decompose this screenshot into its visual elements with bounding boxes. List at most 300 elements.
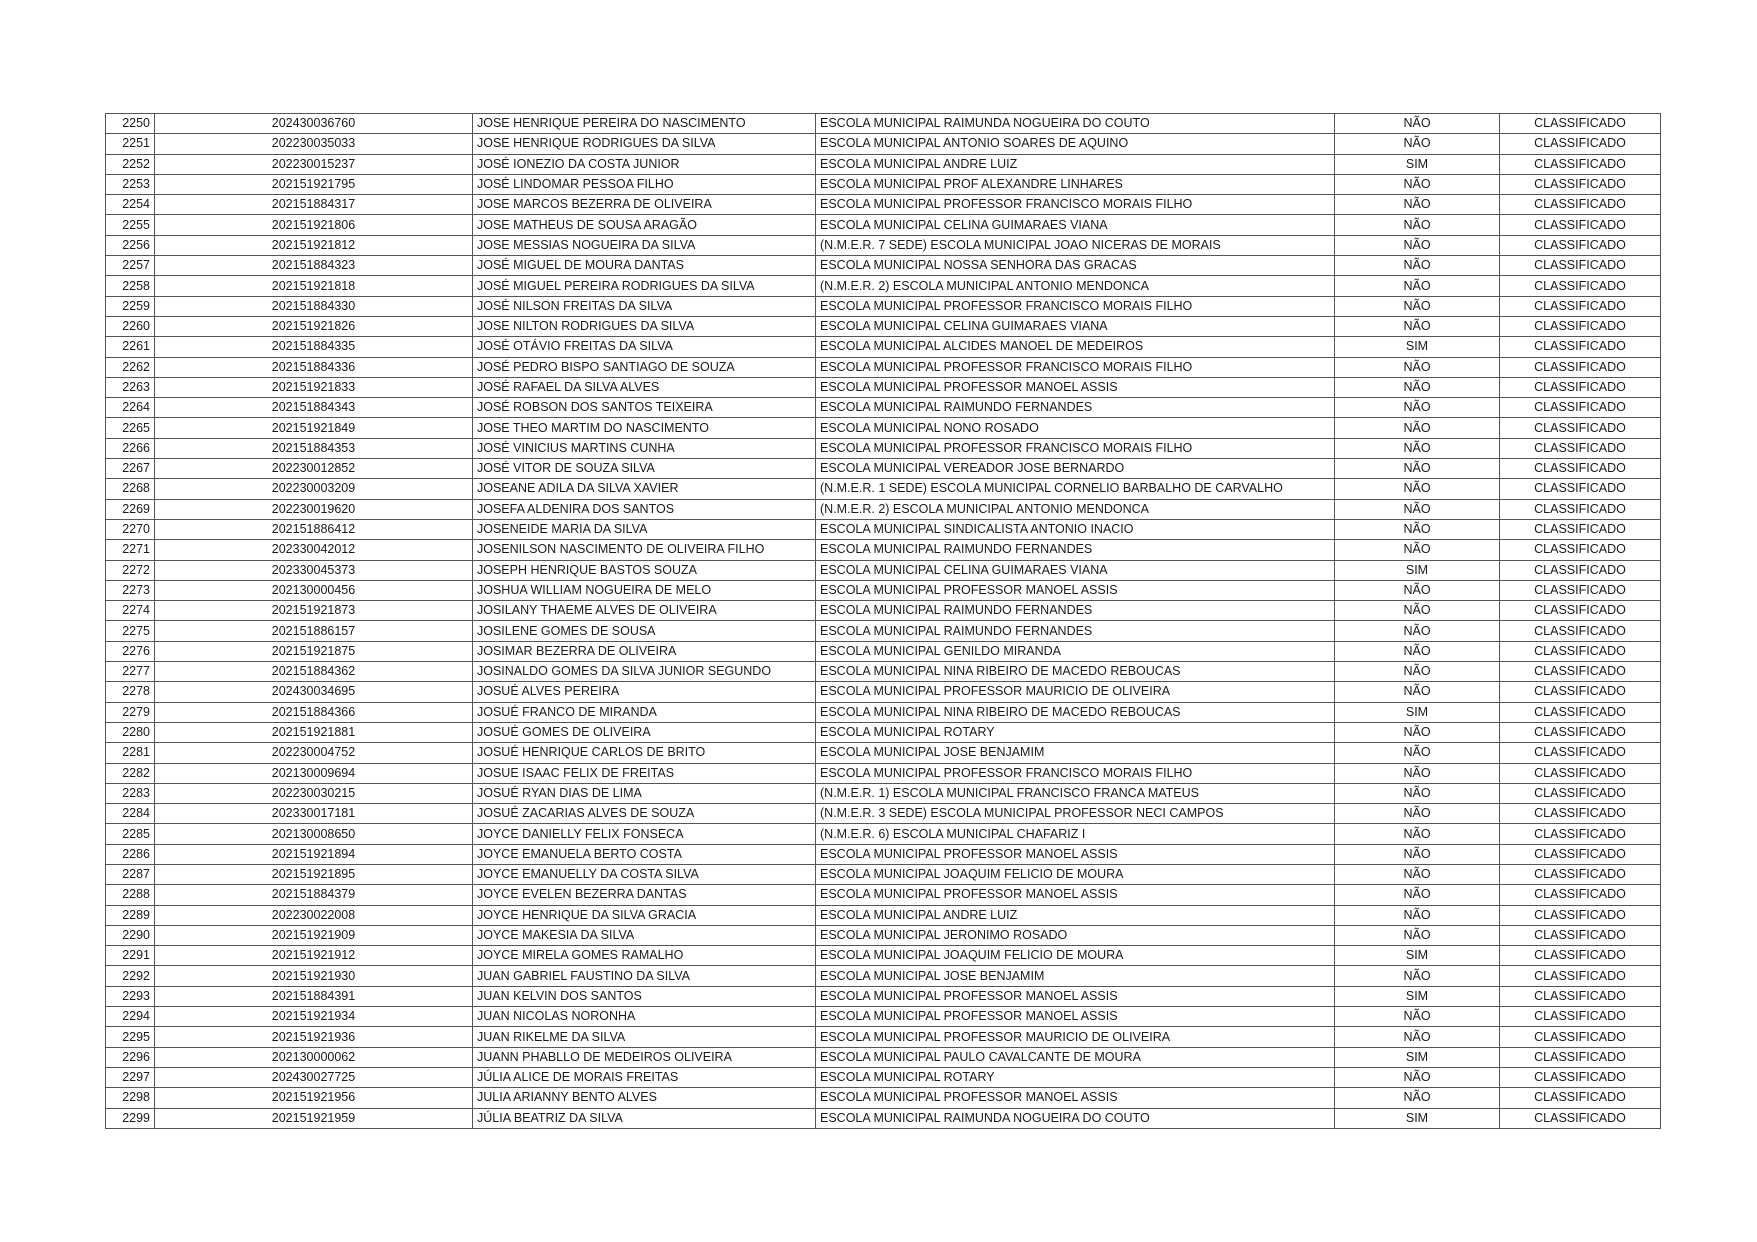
student-name: JOSÉ ROBSON DOS SANTOS TEIXEIRA <box>473 398 816 418</box>
student-name: JOSUÉ ALVES PEREIRA <box>473 682 816 702</box>
registration-number: 202151921849 <box>155 418 473 438</box>
flag-value: NÃO <box>1335 864 1500 884</box>
row-number: 2294 <box>106 1007 155 1027</box>
flag-value: NÃO <box>1335 621 1500 641</box>
registration-number: 202151921912 <box>155 946 473 966</box>
school-name: (N.M.E.R. 1 SEDE) ESCOLA MUNICIPAL CORNELIO BARBALHO DE CARVALHO <box>816 479 1335 499</box>
registration-number: 202151884336 <box>155 357 473 377</box>
table-row <box>106 743 1661 763</box>
row-number: 2271 <box>106 540 155 560</box>
student-name: JOSUÉ GOMES DE OLIVEIRA <box>473 722 816 742</box>
row-number: 2268 <box>106 479 155 499</box>
table-row <box>106 134 1661 154</box>
table-row <box>106 519 1661 539</box>
row-number: 2278 <box>106 682 155 702</box>
student-name: JOYCE DANIELLY FELIX FONSECA <box>473 824 816 844</box>
table-row <box>106 1007 1661 1027</box>
row-number: 2253 <box>106 174 155 194</box>
status-value: CLASSIFICADO <box>1500 966 1661 986</box>
registration-number: 202151921881 <box>155 722 473 742</box>
status-value: CLASSIFICADO <box>1500 357 1661 377</box>
table-row <box>106 154 1661 174</box>
student-name: JOSHUA WILLIAM NOGUEIRA DE MELO <box>473 580 816 600</box>
registration-number: 202151921795 <box>155 174 473 194</box>
flag-value: NÃO <box>1335 357 1500 377</box>
status-value: CLASSIFICADO <box>1500 905 1661 925</box>
registration-number: 202151921826 <box>155 316 473 336</box>
registration-number: 202230003209 <box>155 479 473 499</box>
school-name: ESCOLA MUNICIPAL ANDRE LUIZ <box>816 905 1335 925</box>
student-name: JOSÉ NILSON FREITAS DA SILVA <box>473 296 816 316</box>
school-name: (N.M.E.R. 2) ESCOLA MUNICIPAL ANTONIO MENDONCA <box>816 276 1335 296</box>
school-name: ESCOLA MUNICIPAL RAIMUNDA NOGUEIRA DO COUTO <box>816 1108 1335 1128</box>
flag-value: NÃO <box>1335 377 1500 397</box>
row-number: 2269 <box>106 499 155 519</box>
status-value: CLASSIFICADO <box>1500 641 1661 661</box>
registration-number: 202151884317 <box>155 195 473 215</box>
row-number: 2281 <box>106 743 155 763</box>
student-name: JULIA ARIANNY BENTO ALVES <box>473 1088 816 1108</box>
school-name: ESCOLA MUNICIPAL CELINA GUIMARAES VIANA <box>816 215 1335 235</box>
registration-number: 202151884391 <box>155 986 473 1006</box>
row-number: 2262 <box>106 357 155 377</box>
status-value: CLASSIFICADO <box>1500 682 1661 702</box>
flag-value: NÃO <box>1335 1088 1500 1108</box>
status-value: CLASSIFICADO <box>1500 195 1661 215</box>
student-name: JOSE MATHEUS DE SOUSA ARAGÃO <box>473 215 816 235</box>
school-name: ESCOLA MUNICIPAL PAULO CAVALCANTE DE MOURA <box>816 1047 1335 1067</box>
student-name: JOSEPH HENRIQUE BASTOS SOUZA <box>473 560 816 580</box>
registration-number: 202151921934 <box>155 1007 473 1027</box>
registration-number: 202151884323 <box>155 256 473 276</box>
status-value: CLASSIFICADO <box>1500 418 1661 438</box>
flag-value: NÃO <box>1335 722 1500 742</box>
row-number: 2256 <box>106 235 155 255</box>
flag-value: NÃO <box>1335 1027 1500 1047</box>
school-name: ESCOLA MUNICIPAL ALCIDES MANOEL DE MEDEIROS <box>816 337 1335 357</box>
flag-value: NÃO <box>1335 763 1500 783</box>
row-number: 2274 <box>106 601 155 621</box>
school-name: ESCOLA MUNICIPAL PROFESSOR FRANCISCO MORAIS FILHO <box>816 438 1335 458</box>
student-name: JOSEFA ALDENIRA DOS SANTOS <box>473 499 816 519</box>
registration-number: 202151921930 <box>155 966 473 986</box>
registration-number: 202130009694 <box>155 763 473 783</box>
status-value: CLASSIFICADO <box>1500 1027 1661 1047</box>
row-number: 2277 <box>106 662 155 682</box>
school-name: ESCOLA MUNICIPAL CELINA GUIMARAES VIANA <box>816 560 1335 580</box>
row-number: 2288 <box>106 885 155 905</box>
flag-value: SIM <box>1335 702 1500 722</box>
school-name: ESCOLA MUNICIPAL PROFESSOR MANOEL ASSIS <box>816 844 1335 864</box>
registration-number: 202151921873 <box>155 601 473 621</box>
table-row <box>106 804 1661 824</box>
flag-value: NÃO <box>1335 316 1500 336</box>
student-name: JOSUÉ FRANCO DE MIRANDA <box>473 702 816 722</box>
row-number: 2270 <box>106 519 155 539</box>
registration-number: 202151886412 <box>155 519 473 539</box>
registration-number: 202151921806 <box>155 215 473 235</box>
student-name: JOSILENE GOMES DE SOUSA <box>473 621 816 641</box>
registration-number: 202151921818 <box>155 276 473 296</box>
status-value: CLASSIFICADO <box>1500 296 1661 316</box>
student-name: JUANN PHABLLO DE MEDEIROS OLIVEIRA <box>473 1047 816 1067</box>
student-name: JOYCE EVELEN BEZERRA DANTAS <box>473 885 816 905</box>
student-name: JOSENEIDE MARIA DA SILVA <box>473 519 816 539</box>
table-row <box>106 357 1661 377</box>
student-name: JOYCE MIRELA GOMES RAMALHO <box>473 946 816 966</box>
table-row <box>106 1027 1661 1047</box>
status-value: CLASSIFICADO <box>1500 337 1661 357</box>
flag-value: SIM <box>1335 946 1500 966</box>
table-row <box>106 662 1661 682</box>
table-row <box>106 682 1661 702</box>
registration-number: 202230035033 <box>155 134 473 154</box>
row-number: 2296 <box>106 1047 155 1067</box>
row-number: 2276 <box>106 641 155 661</box>
row-number: 2286 <box>106 844 155 864</box>
status-value: CLASSIFICADO <box>1500 438 1661 458</box>
flag-value: SIM <box>1335 560 1500 580</box>
status-value: CLASSIFICADO <box>1500 560 1661 580</box>
school-name: ESCOLA MUNICIPAL JERONIMO ROSADO <box>816 925 1335 945</box>
table-row <box>106 864 1661 884</box>
row-number: 2267 <box>106 459 155 479</box>
flag-value: SIM <box>1335 337 1500 357</box>
table-row <box>106 195 1661 215</box>
status-value: CLASSIFICADO <box>1500 215 1661 235</box>
row-number: 2266 <box>106 438 155 458</box>
status-value: CLASSIFICADO <box>1500 1007 1661 1027</box>
school-name: ESCOLA MUNICIPAL GENILDO MIRANDA <box>816 641 1335 661</box>
table-row <box>106 905 1661 925</box>
table-row <box>106 763 1661 783</box>
school-name: ESCOLA MUNICIPAL ROTARY <box>816 1067 1335 1087</box>
registration-number: 202230022008 <box>155 905 473 925</box>
status-value: CLASSIFICADO <box>1500 256 1661 276</box>
status-value: CLASSIFICADO <box>1500 601 1661 621</box>
student-name: JOYCE EMANUELLY DA COSTA SILVA <box>473 864 816 884</box>
student-name: JOSENILSON NASCIMENTO DE OLIVEIRA FILHO <box>473 540 816 560</box>
status-value: CLASSIFICADO <box>1500 114 1661 134</box>
document-page <box>105 113 1660 1129</box>
row-number: 2254 <box>106 195 155 215</box>
flag-value: NÃO <box>1335 925 1500 945</box>
table-row <box>106 580 1661 600</box>
status-value: CLASSIFICADO <box>1500 580 1661 600</box>
flag-value: SIM <box>1335 154 1500 174</box>
table-row <box>106 783 1661 803</box>
row-number: 2265 <box>106 418 155 438</box>
registration-number: 202151886157 <box>155 621 473 641</box>
row-number: 2293 <box>106 986 155 1006</box>
student-name: JOSÉ VITOR DE SOUZA SILVA <box>473 459 816 479</box>
table-row <box>106 824 1661 844</box>
row-number: 2289 <box>106 905 155 925</box>
row-number: 2297 <box>106 1067 155 1087</box>
registration-number: 202130008650 <box>155 824 473 844</box>
table-row <box>106 235 1661 255</box>
school-name: ESCOLA MUNICIPAL NINA RIBEIRO DE MACEDO REBOUCAS <box>816 662 1335 682</box>
table-row <box>106 256 1661 276</box>
school-name: ESCOLA MUNICIPAL VEREADOR JOSE BERNARDO <box>816 459 1335 479</box>
registration-number: 202230030215 <box>155 783 473 803</box>
row-number: 2258 <box>106 276 155 296</box>
school-name: (N.M.E.R. 3 SEDE) ESCOLA MUNICIPAL PROFESSOR NECI CAMPOS <box>816 804 1335 824</box>
status-value: CLASSIFICADO <box>1500 804 1661 824</box>
flag-value: NÃO <box>1335 885 1500 905</box>
table-row <box>106 702 1661 722</box>
status-value: CLASSIFICADO <box>1500 885 1661 905</box>
student-name: JOYCE MAKESIA DA SILVA <box>473 925 816 945</box>
flag-value: NÃO <box>1335 641 1500 661</box>
row-number: 2285 <box>106 824 155 844</box>
registration-number: 202151921959 <box>155 1108 473 1128</box>
table-row <box>106 438 1661 458</box>
status-value: CLASSIFICADO <box>1500 743 1661 763</box>
student-name: JOYCE HENRIQUE DA SILVA GRACIA <box>473 905 816 925</box>
flag-value: NÃO <box>1335 195 1500 215</box>
flag-value: NÃO <box>1335 540 1500 560</box>
table-row <box>106 418 1661 438</box>
row-number: 2275 <box>106 621 155 641</box>
registration-number: 202151921936 <box>155 1027 473 1047</box>
status-value: CLASSIFICADO <box>1500 864 1661 884</box>
registration-number: 202151884353 <box>155 438 473 458</box>
school-name: ESCOLA MUNICIPAL JOAQUIM FELICIO DE MOURA <box>816 864 1335 884</box>
school-name: ESCOLA MUNICIPAL JOAQUIM FELICIO DE MOURA <box>816 946 1335 966</box>
school-name: ESCOLA MUNICIPAL PROFESSOR FRANCISCO MORAIS FILHO <box>816 195 1335 215</box>
flag-value: SIM <box>1335 1047 1500 1067</box>
status-value: CLASSIFICADO <box>1500 1067 1661 1087</box>
table-row <box>106 479 1661 499</box>
flag-value: NÃO <box>1335 398 1500 418</box>
table-row <box>106 621 1661 641</box>
row-number: 2299 <box>106 1108 155 1128</box>
status-value: CLASSIFICADO <box>1500 925 1661 945</box>
row-number: 2251 <box>106 134 155 154</box>
row-number: 2279 <box>106 702 155 722</box>
table-row <box>106 114 1661 134</box>
table-row <box>106 844 1661 864</box>
table-row <box>106 1108 1661 1128</box>
row-number: 2257 <box>106 256 155 276</box>
student-name: JOSÉ RAFAEL DA SILVA ALVES <box>473 377 816 397</box>
table-row <box>106 459 1661 479</box>
flag-value: NÃO <box>1335 682 1500 702</box>
school-name: ESCOLA MUNICIPAL NINA RIBEIRO DE MACEDO REBOUCAS <box>816 702 1335 722</box>
row-number: 2295 <box>106 1027 155 1047</box>
status-value: CLASSIFICADO <box>1500 154 1661 174</box>
flag-value: NÃO <box>1335 459 1500 479</box>
registration-number: 202230004752 <box>155 743 473 763</box>
registration-number: 202151921833 <box>155 377 473 397</box>
flag-value: NÃO <box>1335 824 1500 844</box>
results-table-body <box>106 114 1661 1129</box>
flag-value: NÃO <box>1335 743 1500 763</box>
table-row <box>106 540 1661 560</box>
flag-value: NÃO <box>1335 134 1500 154</box>
table-row <box>106 722 1661 742</box>
school-name: ESCOLA MUNICIPAL RAIMUNDA NOGUEIRA DO COUTO <box>816 114 1335 134</box>
flag-value: NÃO <box>1335 418 1500 438</box>
student-name: JOSE NILTON RODRIGUES DA SILVA <box>473 316 816 336</box>
registration-number: 202151921812 <box>155 235 473 255</box>
row-number: 2282 <box>106 763 155 783</box>
flag-value: SIM <box>1335 986 1500 1006</box>
status-value: CLASSIFICADO <box>1500 174 1661 194</box>
flag-value: NÃO <box>1335 1067 1500 1087</box>
table-row <box>106 925 1661 945</box>
registration-number: 202151884335 <box>155 337 473 357</box>
table-row <box>106 215 1661 235</box>
status-value: CLASSIFICADO <box>1500 722 1661 742</box>
flag-value: NÃO <box>1335 519 1500 539</box>
school-name: (N.M.E.R. 1) ESCOLA MUNICIPAL FRANCISCO FRANCA MATEUS <box>816 783 1335 803</box>
student-name: JUAN RIKELME DA SILVA <box>473 1027 816 1047</box>
registration-number: 202230015237 <box>155 154 473 174</box>
table-row <box>106 337 1661 357</box>
status-value: CLASSIFICADO <box>1500 540 1661 560</box>
school-name: ESCOLA MUNICIPAL RAIMUNDO FERNANDES <box>816 601 1335 621</box>
school-name: ESCOLA MUNICIPAL PROFESSOR MANOEL ASSIS <box>816 1088 1335 1108</box>
row-number: 2261 <box>106 337 155 357</box>
registration-number: 202151921894 <box>155 844 473 864</box>
status-value: CLASSIFICADO <box>1500 235 1661 255</box>
registration-number: 202151921909 <box>155 925 473 945</box>
student-name: JOSIMAR BEZERRA DE OLIVEIRA <box>473 641 816 661</box>
school-name: ESCOLA MUNICIPAL JOSE BENJAMIM <box>816 743 1335 763</box>
status-value: CLASSIFICADO <box>1500 702 1661 722</box>
flag-value: NÃO <box>1335 174 1500 194</box>
school-name: (N.M.E.R. 6) ESCOLA MUNICIPAL CHAFARIZ I <box>816 824 1335 844</box>
flag-value: NÃO <box>1335 114 1500 134</box>
student-name: JOSÉ VINICIUS MARTINS CUNHA <box>473 438 816 458</box>
registration-number: 202130000456 <box>155 580 473 600</box>
school-name: ESCOLA MUNICIPAL PROFESSOR FRANCISCO MORAIS FILHO <box>816 357 1335 377</box>
status-value: CLASSIFICADO <box>1500 946 1661 966</box>
status-value: CLASSIFICADO <box>1500 459 1661 479</box>
registration-number: 202151884379 <box>155 885 473 905</box>
registration-number: 202151884366 <box>155 702 473 722</box>
row-number: 2264 <box>106 398 155 418</box>
flag-value: NÃO <box>1335 844 1500 864</box>
school-name: ESCOLA MUNICIPAL PROFESSOR FRANCISCO MORAIS FILHO <box>816 763 1335 783</box>
student-name: JUAN KELVIN DOS SANTOS <box>473 986 816 1006</box>
flag-value: NÃO <box>1335 905 1500 925</box>
school-name: ESCOLA MUNICIPAL SINDICALISTA ANTONIO INACIO <box>816 519 1335 539</box>
flag-value: NÃO <box>1335 235 1500 255</box>
student-name: JÚLIA ALICE DE MORAIS FREITAS <box>473 1067 816 1087</box>
flag-value: NÃO <box>1335 479 1500 499</box>
row-number: 2284 <box>106 804 155 824</box>
row-number: 2290 <box>106 925 155 945</box>
school-name: (N.M.E.R. 7 SEDE) ESCOLA MUNICIPAL JOAO NICERAS DE MORAIS <box>816 235 1335 255</box>
row-number: 2252 <box>106 154 155 174</box>
row-number: 2291 <box>106 946 155 966</box>
status-value: CLASSIFICADO <box>1500 844 1661 864</box>
flag-value: NÃO <box>1335 276 1500 296</box>
flag-value: NÃO <box>1335 601 1500 621</box>
registration-number: 202330042012 <box>155 540 473 560</box>
student-name: JOSUÉ RYAN DIAS DE LIMA <box>473 783 816 803</box>
student-name: JUAN GABRIEL FAUSTINO DA SILVA <box>473 966 816 986</box>
status-value: CLASSIFICADO <box>1500 824 1661 844</box>
school-name: ESCOLA MUNICIPAL RAIMUNDO FERNANDES <box>816 621 1335 641</box>
student-name: JOSÉ MIGUEL PEREIRA RODRIGUES DA SILVA <box>473 276 816 296</box>
row-number: 2287 <box>106 864 155 884</box>
registration-number: 202430036760 <box>155 114 473 134</box>
table-row <box>106 601 1661 621</box>
school-name: (N.M.E.R. 2) ESCOLA MUNICIPAL ANTONIO MENDONCA <box>816 499 1335 519</box>
school-name: ESCOLA MUNICIPAL PROFESSOR MANOEL ASSIS <box>816 1007 1335 1027</box>
student-name: JOSÉ IONEZIO DA COSTA JUNIOR <box>473 154 816 174</box>
table-row <box>106 986 1661 1006</box>
student-name: JOSÉ LINDOMAR PESSOA FILHO <box>473 174 816 194</box>
school-name: ESCOLA MUNICIPAL PROFESSOR MAURICIO DE OLIVEIRA <box>816 682 1335 702</box>
status-value: CLASSIFICADO <box>1500 621 1661 641</box>
registration-number: 202330017181 <box>155 804 473 824</box>
school-name: ESCOLA MUNICIPAL RAIMUNDO FERNANDES <box>816 540 1335 560</box>
student-name: JUAN NICOLAS NORONHA <box>473 1007 816 1027</box>
status-value: CLASSIFICADO <box>1500 519 1661 539</box>
student-name: JOSUE ISAAC FELIX DE FREITAS <box>473 763 816 783</box>
registration-number: 202230019620 <box>155 499 473 519</box>
registration-number: 202151884362 <box>155 662 473 682</box>
student-name: JOSE MESSIAS NOGUEIRA DA SILVA <box>473 235 816 255</box>
student-name: JÚLIA BEATRIZ DA SILVA <box>473 1108 816 1128</box>
school-name: ESCOLA MUNICIPAL PROFESSOR MANOEL ASSIS <box>816 885 1335 905</box>
registration-number: 202151921956 <box>155 1088 473 1108</box>
flag-value: NÃO <box>1335 438 1500 458</box>
table-row <box>106 276 1661 296</box>
school-name: ESCOLA MUNICIPAL PROFESSOR MAURICIO DE OLIVEIRA <box>816 1027 1335 1047</box>
results-table <box>105 113 1661 1129</box>
school-name: ESCOLA MUNICIPAL JOSE BENJAMIM <box>816 966 1335 986</box>
flag-value: NÃO <box>1335 256 1500 276</box>
student-name: JOSÉ PEDRO BISPO SANTIAGO DE SOUZA <box>473 357 816 377</box>
table-row <box>106 316 1661 336</box>
school-name: ESCOLA MUNICIPAL RAIMUNDO FERNANDES <box>816 398 1335 418</box>
student-name: JOSUÉ ZACARIAS ALVES DE SOUZA <box>473 804 816 824</box>
flag-value: NÃO <box>1335 215 1500 235</box>
school-name: ESCOLA MUNICIPAL CELINA GUIMARAES VIANA <box>816 316 1335 336</box>
table-row <box>106 174 1661 194</box>
flag-value: NÃO <box>1335 296 1500 316</box>
status-value: CLASSIFICADO <box>1500 276 1661 296</box>
registration-number: 202330045373 <box>155 560 473 580</box>
table-row <box>106 377 1661 397</box>
table-row <box>106 946 1661 966</box>
registration-number: 202430034695 <box>155 682 473 702</box>
registration-number: 202151921875 <box>155 641 473 661</box>
flag-value: NÃO <box>1335 804 1500 824</box>
table-row <box>106 885 1661 905</box>
school-name: ESCOLA MUNICIPAL NONO ROSADO <box>816 418 1335 438</box>
table-row <box>106 560 1661 580</box>
school-name: ESCOLA MUNICIPAL PROF ALEXANDRE LINHARES <box>816 174 1335 194</box>
status-value: CLASSIFICADO <box>1500 377 1661 397</box>
table-row <box>106 499 1661 519</box>
status-value: CLASSIFICADO <box>1500 134 1661 154</box>
status-value: CLASSIFICADO <box>1500 986 1661 1006</box>
row-number: 2259 <box>106 296 155 316</box>
flag-value: NÃO <box>1335 499 1500 519</box>
student-name: JOYCE EMANUELA BERTO COSTA <box>473 844 816 864</box>
status-value: CLASSIFICADO <box>1500 499 1661 519</box>
registration-number: 202230012852 <box>155 459 473 479</box>
table-row <box>106 1067 1661 1087</box>
school-name: ESCOLA MUNICIPAL PROFESSOR FRANCISCO MORAIS FILHO <box>816 296 1335 316</box>
